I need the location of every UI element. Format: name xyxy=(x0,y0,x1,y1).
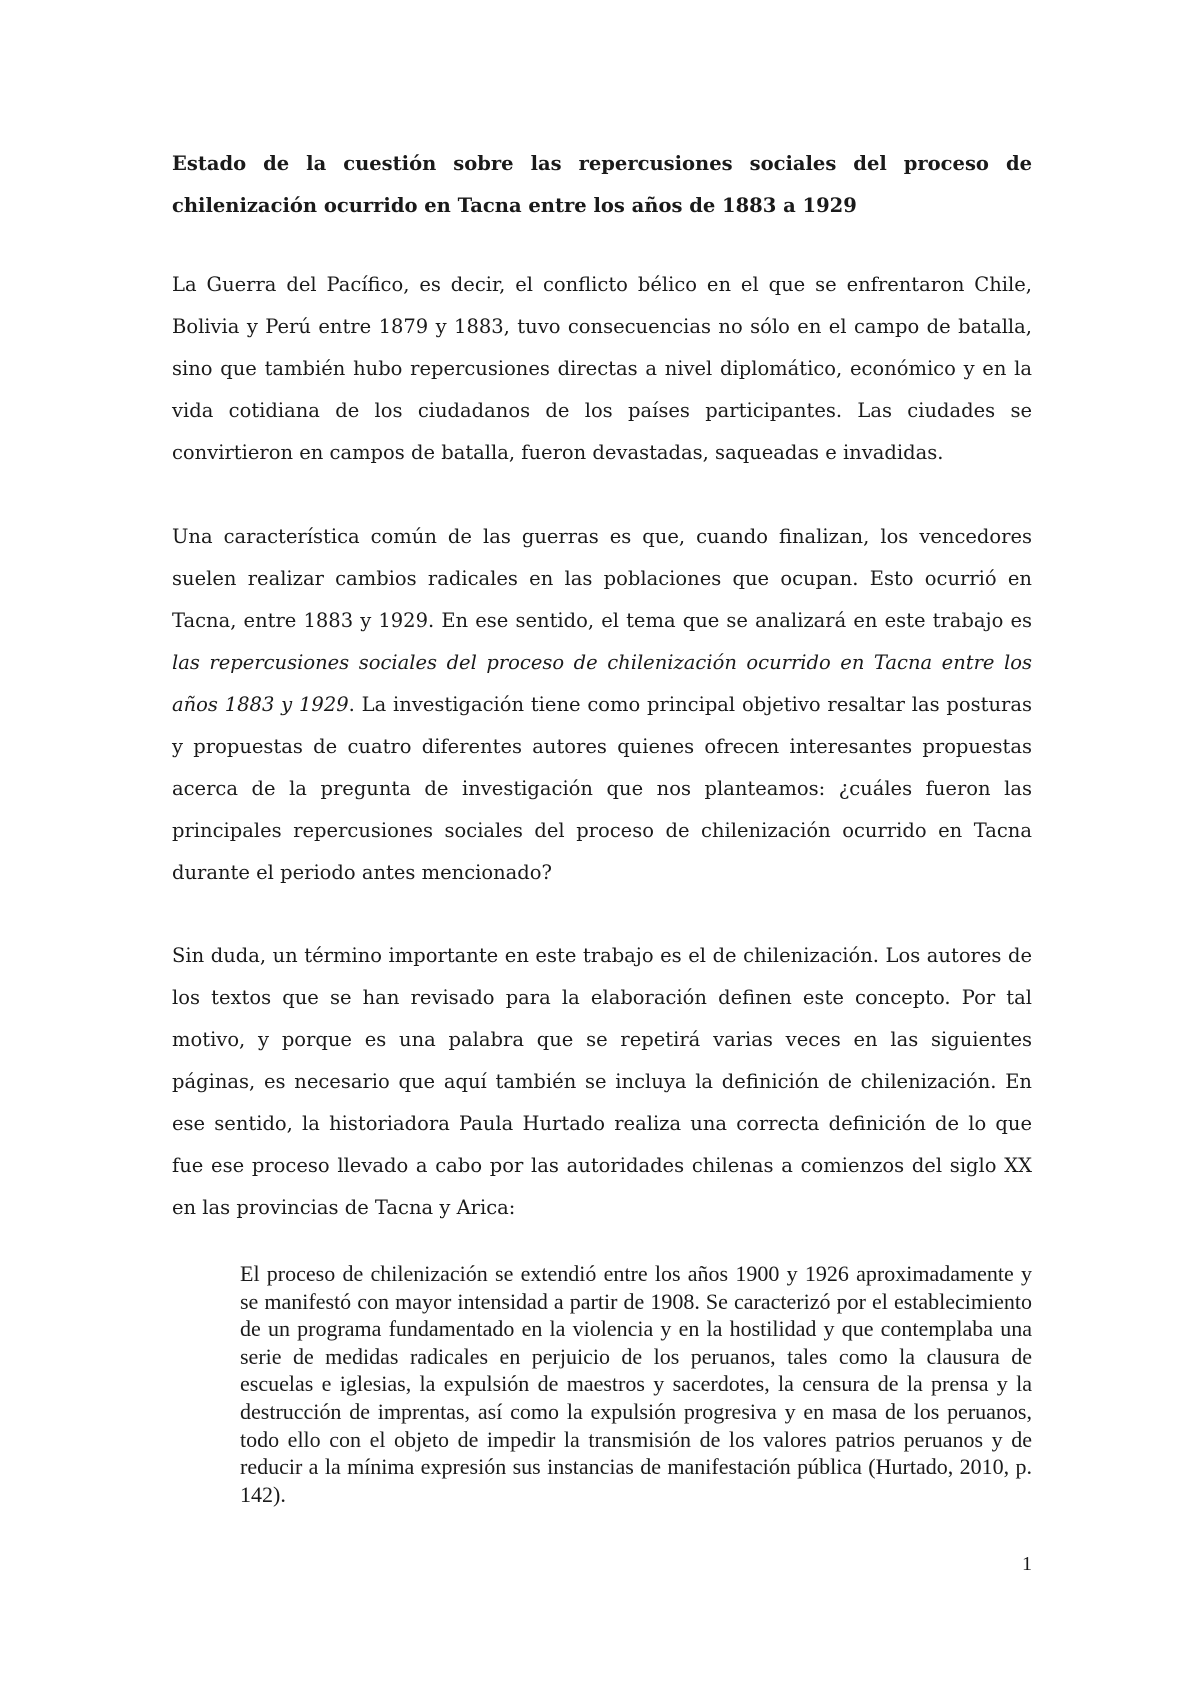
document-title: Estado de la cuestión sobre las repercusiones sociales del proceso de chilenización ocurrido en Tacna entre los años de 1883 a 1929 xyxy=(172,152,1032,217)
paragraph-definition-intro: Sin duda, un término importante en este trabajo es el de chilenización. Los autores de los textos que se han revisado para la elaboración definen este concepto. Por tal motivo, y porque es una palabra que se repetirá varias veces en las siguientes páginas, es necesario que aquí también se incluya la definición de chilenización. En ese sentido, la historiadora Paula Hurtado realiza una correcta definición de lo que fue ese proceso llevado a cabo por las autoridades chilenas a comienzos del siglo XX en las provincias de Tacna y Arica: xyxy=(172,944,1032,1219)
paragraph-topic-italic-title: las repercusiones sociales del proceso de chilenización ocurrido en Tacna entre los años 1883 y 1929 xyxy=(172,651,1032,716)
paragraph-topic-text-end: . La investigación tiene como principal objetivo resaltar las posturas y propuestas de cuatro diferentes autores quienes ofrecen interesantes propuestas acerca de la pregunta de investigación que nos planteamos: ¿cuáles fueron las principales repercusiones sociales del proceso de chilenización ocurrido en Tacna durante el periodo antes mencionado? xyxy=(172,693,1032,884)
paragraph-intro: La Guerra del Pacífico, es decir, el conflicto bélico en el que se enfrentaron Chile, Bolivia y Perú entre 1879 y 1883, tuvo consecuencias no sólo en el campo de batalla, sino que también hubo repercusiones directas a nivel diplomático, económico y en la vida cotidiana de los ciudadanos de los países participantes. Las ciudades se convirtieron en campos de batalla, fueron devastadas, saqueadas e invadidas. xyxy=(172,273,1032,464)
block-quote: El proceso de chilenización se extendió entre los años 1900 y 1926 aproximadamente y se manifestó con mayor intensidad a partir de 1908. Se caracterizó por el establecimiento de un programa fundamentado en la violencia y en la hostilidad y que contemplaba una serie de medidas radicales en perjuicio de los peruanos, tales como la clausura de escuelas e iglesias, la expulsión de maestros y sacerdotes, la censura de la prensa y la destrucción de imprentas, así como la expulsión progresiva y en masa de los peruanos, todo ello con el objeto de impedir la transmisión de los valores patrios peruanos y de reducir a la mínima expresión sus instancias de manifestación pública (Hurtado, 2010, p. 142). xyxy=(240,1261,1032,1507)
paragraph-topic-text-start: Una característica común de las guerras es que, cuando finalizan, los vencedores suelen realizar cambios radicales en las poblaciones que ocupan. Esto ocurrió en Tacna, entre 1883 y 1929. En ese sentido, el tema que se analizará en este trabajo es xyxy=(172,525,1032,632)
page-number: 1 xyxy=(1022,1553,1032,1575)
paragraph-topic xyxy=(172,516,1032,894)
